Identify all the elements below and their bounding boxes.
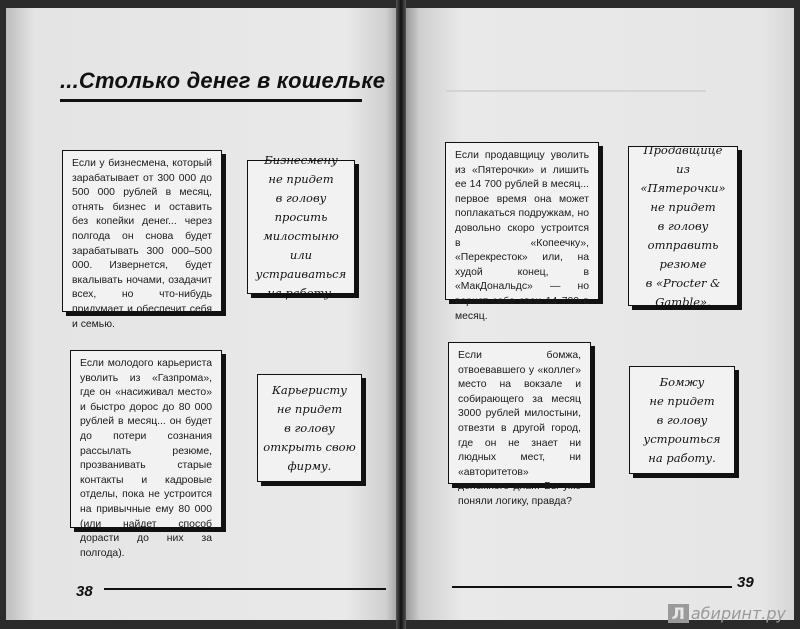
businessman-note: Бизнесмену не придет в голову просить милостыню или устраиваться на работу. [255, 153, 347, 300]
homeless-note-box [629, 366, 735, 474]
watermark-text: абиринт.ру [690, 604, 786, 623]
saleswoman-note-box [628, 142, 738, 309]
homeless-text-box [448, 342, 591, 507]
businessman-text-box [62, 150, 222, 330]
saleswoman-text-box [445, 142, 599, 322]
watermark-letter: Л [668, 604, 689, 623]
bleed-through-title [446, 60, 706, 92]
footer-rule-left [104, 588, 386, 590]
careerist-note-box [257, 374, 362, 482]
saleswoman-text: Если продавщицу уволить из «Пятерочки» и лишить ее 14 700 рублей в месяц... первое время она может поплакаться подружкам, но довольно скоро устроится в «Копеечку», «Перекресток» или, на худой конец, в «МакДональдс» — но вернет себе свои 14 700 в месяц. [455, 150, 589, 322]
page-number-right: 39 [737, 574, 754, 591]
book-gutter [396, 0, 406, 629]
businessman-text: Если у бизнесмена, который зарабатывает от 300 000 до 500 000 рублей в месяц, отнять бизнес и оставить без копейки денег... через полгода он снова будет зарабатывать 300 000–500 000. Извернется, будет вкалывать ночами, озадачит всех, но что-нибудь придумает и обеспечит себя и семью. [72, 158, 212, 330]
careerist-text-box [70, 350, 222, 559]
businessman-note-box [247, 153, 355, 300]
footer-rule-right [452, 586, 732, 588]
title-underline [60, 99, 362, 102]
homeless-text: Если бомжа, отвоевавшего у «коллег» место на вокзале и собирающего за месяц 3000 рублей милостыни, отвезти в другой город, где он не знает ни людных мест, ни «авторитетов» денежного дна... Вы уже поняли логику, правда? [458, 350, 581, 507]
homeless-note: Бомжу не придет в голову устроиться на работу. [643, 374, 721, 465]
page-title: ...Столько денег в кошельке [60, 68, 386, 93]
watermark-logo [668, 604, 786, 623]
saleswoman-note: Продавщице из «Пятерочки» не придет в голову отправить резюме в «Procter & Gamble». [640, 142, 726, 309]
careerist-note: Карьеристу не придет в голову открыть свою фирму. [263, 382, 356, 473]
careerist-text: Если молодого карьериста уволить из «Газпрома», где он «насиживал место» и быстро дорос до 80 000 рублей в месяц... он будет до потери сознания рассылать резюме, прозванивать старые контакты и кадровые отделы, пока не устроится на привычные ему 80 000 (или найдет способ дорасти до них за полгода). [80, 358, 212, 559]
page-number-left: 38 [76, 583, 93, 600]
